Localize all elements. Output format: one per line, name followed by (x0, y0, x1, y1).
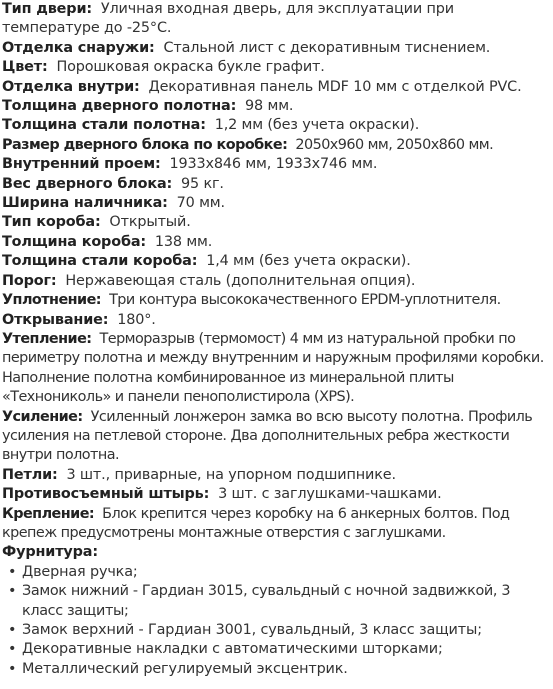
spec-label: Внутренний проем: (2, 156, 161, 173)
spec-value: Усиленный лонжерон замка во всю высоту полотна. Профиль усиления на петлевой стороне. Два дополнительных ребра жесткости внутри полотна. (2, 408, 533, 464)
hardware-item (8, 621, 553, 640)
spec-label: Толщина короба: (2, 233, 147, 250)
spec-value: 1,2 мм (без учета окраски). (214, 117, 420, 134)
spec-label: Толщина дверного полотна: (2, 98, 237, 115)
spec-value: Терморазрыв (термомост) 4 мм из натуральной пробки по периметру полотна и между внутренним и наружным профилями коробки. Наполнение полотна комбинированное из минеральной плиты «Технониколь» и панели пенополистирола (XPS). (2, 330, 544, 406)
spec-label: Усиление: (2, 408, 83, 425)
spec-row (2, 311, 553, 330)
spec-row (2, 466, 553, 485)
spec-row (2, 213, 553, 232)
spec-value: 2050х960 мм, 2050х860 мм. (295, 136, 494, 153)
spec-value: Открытый. (109, 214, 191, 231)
hardware-item (8, 563, 553, 582)
hardware-item-text: Дверная ручка; (22, 563, 138, 580)
spec-row (2, 330, 553, 408)
spec-label: Вес дверного блока: (2, 175, 173, 192)
spec-row (2, 233, 553, 252)
spec-row (2, 485, 553, 504)
spec-value: 180°. (117, 311, 156, 328)
spec-value: Нержавеющая сталь (дополнительная опция). (65, 272, 416, 289)
spec-value: 70 мм. (176, 195, 225, 212)
spec-row (2, 0, 553, 39)
hardware-heading (2, 543, 553, 562)
bullet-icon: • (8, 622, 17, 638)
spec-row (2, 291, 553, 310)
hardware-list (2, 563, 553, 679)
hardware-item (8, 640, 553, 659)
spec-value: 1933х846 мм, 1933х746 мм. (169, 156, 378, 173)
hardware-item (8, 660, 553, 679)
spec-value: 98 мм. (245, 98, 294, 115)
spec-label: Ширина наличника: (2, 195, 168, 212)
spec-label: Отделка внутри: (2, 78, 140, 95)
spec-row (2, 175, 553, 194)
hardware-item-text: Металлический регулируемый эксцентрик. (22, 660, 348, 677)
spec-row (2, 78, 553, 97)
spec-label: Тип короба: (2, 214, 101, 231)
bullet-icon: • (8, 583, 17, 600)
spec-row (2, 252, 553, 271)
spec-label: Толщина стали короба: (2, 253, 198, 270)
spec-value: Уличная входная дверь, для эксплуатации при температуре до -25°C. (2, 1, 454, 37)
spec-label: Крепление: (2, 505, 95, 522)
hardware-item-text: Замок нижний - Гардиан 3015, сувальдный с ночной задвижкой, 3 класс защиты; (22, 583, 511, 619)
spec-value: Стальной лист с декоративным тиснением. (163, 39, 491, 56)
spec-row (2, 155, 553, 174)
hardware-item (8, 582, 553, 621)
hardware-item-text: Декоративные накладки с автоматическими шторками; (22, 641, 443, 658)
spec-value: Декоративная панель MDF 10 мм с отделкой PVC. (148, 78, 522, 95)
spec-row (2, 116, 553, 135)
spec-value: Блок крепится через коробку на 6 анкерных болтов. Под крепеж предусмотрены монтажные отверстия с заглушками. (2, 505, 510, 541)
spec-label: Петли: (2, 466, 58, 483)
spec-label: Уплотнение: (2, 292, 101, 309)
spec-label: Размер дверного блока по коробке: (2, 136, 288, 153)
bullet-icon: • (8, 563, 17, 580)
spec-label: Открывание: (2, 311, 109, 328)
bullet-icon: • (8, 641, 17, 658)
spec-row (2, 136, 553, 155)
spec-value: 1,4 мм (без учета окраски). (206, 253, 411, 270)
spec-row (2, 194, 553, 213)
spec-value: 138 мм. (154, 233, 213, 250)
spec-label: Утепление: (2, 330, 92, 347)
spec-value: 95 кг. (181, 175, 224, 192)
spec-row (2, 272, 553, 291)
spec-row (2, 97, 553, 116)
spec-label: Тип двери: (2, 1, 92, 17)
spec-value: 3 шт. с заглушками-чашками. (218, 486, 442, 503)
spec-label: Противосъемный штырь: (2, 486, 210, 503)
spec-label: Порог: (2, 272, 57, 289)
spec-row (2, 505, 553, 544)
spec-label: Цвет: (2, 59, 48, 76)
spec-row (2, 39, 553, 58)
bullet-icon: • (8, 660, 17, 677)
spec-label: Толщина стали полотна: (2, 117, 206, 134)
spec-row (2, 408, 553, 466)
spec-label: Отделка снаружи: (2, 39, 155, 56)
spec-value: Три контура высококачественного EPDM-уплотнителя. (109, 292, 501, 309)
spec-value: Порошковая окраска букле графит. (56, 59, 325, 76)
hardware-item-text: Замок верхний - Гардиан 3001, сувальдный, 3 класс защиты; (22, 622, 482, 638)
spec-row (2, 58, 553, 77)
hardware-label: Фурнитура: (2, 544, 98, 561)
spec-value: 3 шт., приварные, на упорном подшипнике. (66, 466, 396, 483)
